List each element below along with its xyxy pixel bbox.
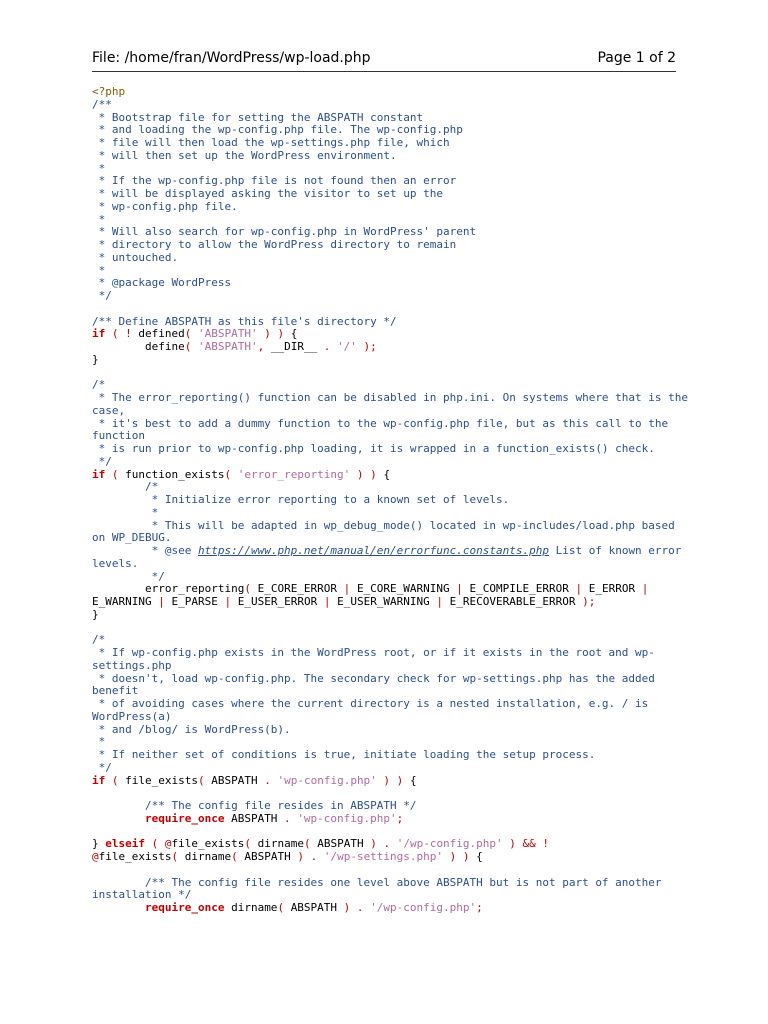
code-token: case, xyxy=(92,403,126,417)
code-line xyxy=(92,277,682,290)
code-line xyxy=(92,290,682,303)
code-token: * @see xyxy=(92,544,198,557)
code-token: ( xyxy=(171,850,185,863)
code-token: E_COMPILE_ERROR xyxy=(469,582,569,596)
code-token: * xyxy=(92,161,106,175)
code-token: ) ) xyxy=(350,467,384,481)
code-line xyxy=(92,341,682,354)
code-token: E_RECOVERABLE_ERROR xyxy=(449,595,576,608)
code-token: | xyxy=(429,595,450,608)
code-token: | xyxy=(635,582,649,596)
code-token: * The error_reporting() function can be disabled in php.ini. On systems where that is the xyxy=(92,391,689,404)
code-token: List of known error xyxy=(548,544,682,557)
code-token: file_exists xyxy=(171,837,245,851)
code-token: ) && ! xyxy=(502,837,550,851)
code-token: 'ABSPATH' xyxy=(197,327,258,341)
code-token: /** The config file resides in ABSPATH */ xyxy=(92,799,417,812)
code-token: <?php xyxy=(92,85,126,98)
code-token: /* xyxy=(92,633,106,647)
code-token: E_CORE_ERROR xyxy=(257,582,338,596)
code-token: E_ERROR xyxy=(588,582,636,596)
code-token: ) ) xyxy=(257,327,291,341)
code-token: ; xyxy=(396,811,404,825)
code-token: 'error_reporting' xyxy=(237,467,351,481)
code-line xyxy=(92,545,682,558)
code-token: ( xyxy=(244,837,258,851)
code-token: settings.php xyxy=(92,658,172,672)
code-token: E_CORE_WARNING xyxy=(356,582,450,596)
code-token: dirname xyxy=(184,850,232,863)
code-token: require_once xyxy=(92,901,225,914)
code-token: { xyxy=(290,327,298,341)
code-token: '/' xyxy=(337,340,357,353)
code-line xyxy=(92,647,682,660)
code-token: ( xyxy=(184,340,198,353)
code-line xyxy=(92,749,682,762)
code-token: } xyxy=(92,837,106,851)
code-token: installation */ xyxy=(92,888,192,902)
code-line xyxy=(92,558,682,571)
code-token: * will then set up the WordPress environment. xyxy=(92,148,397,162)
code-token: | xyxy=(151,595,172,608)
code-token: * xyxy=(92,263,106,277)
file-path-label: File: /home/fran/WordPress/wp-load.php xyxy=(92,50,371,66)
code-token: | xyxy=(568,582,589,596)
code-token: '/wp-settings.php' xyxy=(323,850,444,863)
code-token: /* xyxy=(92,480,159,494)
code-token: '/wp-config.php' xyxy=(396,837,503,851)
code-token: ABSPATH xyxy=(244,850,291,863)
code-token: ( xyxy=(184,327,198,341)
code-token: * Bootstrap file for setting the ABSPATH constant xyxy=(92,110,424,124)
code-token: dirname xyxy=(257,837,304,851)
code-token: require_once xyxy=(92,811,225,825)
code-token: * and loading the wp-config.php file. The wp-config.php xyxy=(92,123,463,137)
code-token: * untouched. xyxy=(92,250,179,264)
code-token: ( xyxy=(277,901,291,914)
code-line xyxy=(92,391,689,405)
code-token: * will be displayed asking the visitor to set up the xyxy=(92,187,443,200)
code-token: * doesn't, load wp-config.php. The secondary check for wp-settings.php has the added xyxy=(92,671,655,685)
code-token: ABSPATH xyxy=(211,773,258,787)
code-token: /** Define ABSPATH as this file's directory */ xyxy=(92,314,397,328)
docs-link[interactable]: https://www.php.net/manual/en/errorfunc.constants.php xyxy=(197,544,549,557)
code-token: dirname xyxy=(224,901,278,914)
code-token: defined xyxy=(138,327,185,341)
code-token: * xyxy=(92,505,159,519)
code-token: ( xyxy=(244,582,258,596)
code-token: on WP_DEBUG. xyxy=(92,531,172,545)
code-token: . xyxy=(277,811,298,825)
code-token: * If neither set of conditions is true, initiate loading the setup process. xyxy=(92,748,596,761)
code-line xyxy=(92,239,682,252)
code-token: ( xyxy=(105,773,126,787)
code-token: ; xyxy=(476,901,483,914)
code-token: ( xyxy=(224,467,238,481)
code-token: ( ! xyxy=(105,327,139,341)
code-token: if xyxy=(92,467,106,481)
code-token: @ xyxy=(92,850,99,863)
code-token: * This will be adapted in wp_debug_mode() located in wp-includes/load.php based xyxy=(92,518,675,532)
code-token: | xyxy=(337,582,357,596)
code-line xyxy=(92,150,682,163)
code-token: { xyxy=(383,467,391,481)
code-line xyxy=(92,902,682,915)
code-token: * @package WordPress xyxy=(92,276,232,290)
code-line xyxy=(92,775,682,788)
code-token: 'wp-config.php' xyxy=(297,811,397,825)
code-token: E_PARSE xyxy=(171,595,218,608)
code-token: * directory to allow the WordPress directory to remain xyxy=(92,238,457,251)
code-token: * wp-config.php file. xyxy=(92,199,238,213)
code-token: levels. xyxy=(92,556,139,570)
code-token: benefit xyxy=(92,684,139,698)
code-line xyxy=(92,252,682,265)
code-line xyxy=(92,494,682,507)
code-token: E_USER_ERROR xyxy=(237,595,318,608)
code-token: | xyxy=(217,595,238,608)
code-line xyxy=(92,201,682,214)
code-token: ) . xyxy=(337,901,371,914)
code-token: */ xyxy=(92,760,112,774)
code-token: ( xyxy=(197,773,212,787)
page-number-label: Page 1 of 2 xyxy=(597,50,676,66)
code-token: * If the wp-config.php file is not found then an error xyxy=(92,174,457,188)
code-token: __DIR__ xyxy=(270,340,318,353)
code-line xyxy=(92,622,682,635)
code-token: ( xyxy=(105,467,126,481)
code-line xyxy=(92,354,682,367)
code-line xyxy=(92,724,682,737)
code-token: ABSPATH xyxy=(317,837,364,851)
code-token: . xyxy=(317,340,338,353)
code-token: * xyxy=(92,212,106,226)
code-token: * If wp-config.php exists in the WordPress root, or if it exists in the root and wp- xyxy=(92,646,655,659)
code-token: * it's best to add a dummy function to the wp-config.php file, but as this call to the xyxy=(92,416,669,430)
code-token: elseif xyxy=(105,837,145,851)
code-token: ) ) xyxy=(443,850,477,863)
code-token: ABSPATH xyxy=(224,811,278,825)
code-line xyxy=(92,469,682,482)
code-token: */ xyxy=(92,289,112,302)
code-token: ); xyxy=(575,595,596,608)
code-token: ) . xyxy=(290,850,324,863)
code-token: function xyxy=(92,429,145,443)
code-token: ) ) xyxy=(376,773,410,787)
code-token: */ xyxy=(92,454,112,468)
code-token: E_WARNING xyxy=(92,595,152,608)
code-line xyxy=(92,673,682,686)
code-token: define xyxy=(92,340,185,353)
code-token: if xyxy=(92,773,106,787)
code-token: /* xyxy=(92,378,106,392)
code-token: 'wp-config.php' xyxy=(277,773,377,787)
code-token: /** The config file resides one level above ABSPATH but is not part of another xyxy=(92,875,662,889)
code-line xyxy=(92,520,682,533)
code-token: ABSPATH xyxy=(290,901,338,914)
code-token: ) . xyxy=(363,837,397,851)
code-line xyxy=(92,698,682,711)
code-token: * and /blog/ is WordPress(b). xyxy=(92,722,291,736)
code-token: 'ABSPATH' xyxy=(197,340,258,353)
code-line xyxy=(92,86,682,99)
code-listing xyxy=(92,85,689,915)
code-line xyxy=(92,418,682,431)
code-token: { xyxy=(409,773,417,787)
code-token: /** xyxy=(92,97,112,111)
code-token: error_reporting xyxy=(92,582,245,596)
code-token: ); xyxy=(356,340,377,353)
code-token: | xyxy=(317,595,338,608)
code-token: * Will also search for wp-config.php in WordPress' parent xyxy=(92,225,477,239)
code-token: . xyxy=(257,773,278,787)
code-token: } xyxy=(92,352,99,366)
code-token: WordPress(a) xyxy=(92,709,172,723)
code-token: * Initialize error reporting to a known set of levels. xyxy=(92,493,510,506)
code-token: E_USER_WARNING xyxy=(337,595,430,608)
code-token: , xyxy=(257,340,271,353)
code-line xyxy=(92,851,682,864)
code-token: */ xyxy=(92,569,165,583)
code-line xyxy=(92,443,682,456)
code-token: * xyxy=(92,735,106,749)
code-line xyxy=(92,596,682,609)
code-line xyxy=(92,609,682,622)
code-token: if xyxy=(92,327,106,341)
code-token: ( xyxy=(231,850,245,863)
code-token: function_exists xyxy=(125,467,225,481)
code-token: } xyxy=(92,607,99,621)
code-token: { xyxy=(476,850,483,863)
code-token: ( @ xyxy=(145,837,172,851)
code-line xyxy=(92,813,682,826)
code-token: | xyxy=(449,582,470,596)
page-header xyxy=(92,49,676,72)
code-token: * file will then load the wp-settings.php file, which xyxy=(92,136,450,149)
code-line xyxy=(92,367,682,380)
code-token: * is run prior to wp-config.php loading, it is wrapped in a function_exists() check. xyxy=(92,442,655,455)
code-token: ( xyxy=(303,837,318,851)
code-token: '/wp-config.php' xyxy=(370,901,477,914)
code-token: file_exists xyxy=(98,850,172,863)
code-token: file_exists xyxy=(125,773,198,787)
code-token: * of avoiding cases where the current directory is a nested installation, e.g. / is xyxy=(92,697,649,710)
